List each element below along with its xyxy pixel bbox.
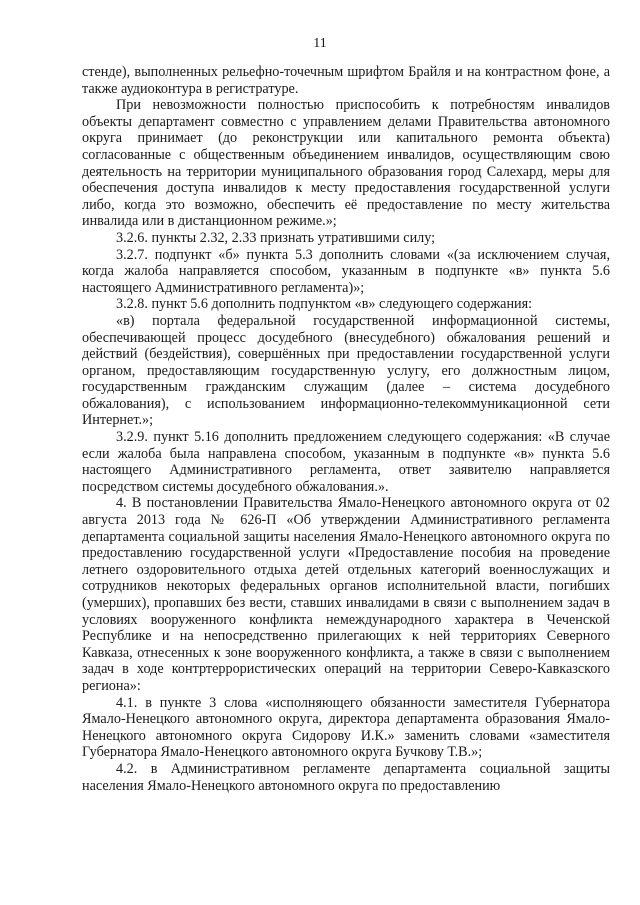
paragraph: 3.2.9. пункт 5.16 дополнить предложением следующего содержания: «В случае если жалоба была направлена способом, указанным в подпункте «в» пункта 5.6 настоящего Административного регламента, ответ заявителю направляется посредством системы досудебного обжалования.».	[82, 429, 610, 495]
paragraph: 3.2.6. пункты 2.32, 2.33 признать утратившими силу;	[116, 229, 436, 246]
page-number: 11	[313, 36, 327, 51]
paragraph: 4.1. в пункте 3 слова «исполняющего обязанности заместителя Губернатора Ямало-Ненецкого автономного округа, директора департамента образования Ямало-Ненецкого автономного округа Сидорову И.К.» заменить словами «заместителя Губернатора Ямало-Ненецкого автономного округа Бучкову Т.В.»;	[82, 694, 610, 761]
paragraph: «в) портала федеральной государственной информационной системы, обеспечивающей процесс досудебного (внесудебного) обжалования решений и действий (бездействия), совершённых при предоставлении государственной услуги органом, предоставляющим государственную услугу, его должностным лицом, государственным гражданским служащим (далее – система досудебного обжалования), с использованием информационно-телекоммуникационной сети Интернет.»;	[82, 312, 610, 429]
paragraph: 3.2.7. подпункт «б» пункта 5.3 дополнить словами «(за исключением случая, когда жалоба направляется способом, указанным в подпункте «в» пункта 5.6 настоящего Административного регламента)»;	[82, 246, 610, 296]
document-body	[82, 64, 610, 794]
paragraph: 4.2. в Административном регламенте департамента социальной защиты населения Ямало-Ненецкого автономного округа по предоставлению	[82, 760, 610, 794]
paragraph: 3.2.8. пункт 5.6 дополнить подпунктом «в» следующего содержания:	[116, 296, 533, 313]
paragraph: стенде), выполненных рельефно-точечным шрифтом Брайля и на контрастном фоне, а также аудиоконтура в регистратуре.	[82, 64, 610, 97]
paragraph: 4. В постановлении Правительства Ямало-Ненецкого автономного округа от 02 августа 2013 года № 626-П «Об утверждении Административного регламента департамента социальной защиты населения Ямало-Ненецкого автономного округа по предоставлению государственной услуги «Предоставление пособия на проведение летнего оздоровительного отдыха детей отдельных категорий военнослужащих и сотрудников некоторых федеральных органов исполнительной власти, погибших (умерших), пропавших без вести, ставших инвалидами в связи с выполнением задач в условиях вооруженного конфликта немеждународного характера в Чеченской Республике и на непосредственно прилегающих к ней территориях Северного Кавказа, отнесенных к зоне вооруженного конфликта, а также в связи с выполнением задач в ходе контртеррористических операций на территории Северо-Кавказского региона»:	[82, 495, 610, 694]
paragraph: При невозможности полностью приспособить к потребностям инвалидов объекты департамент совместно с управлением делами Правительства автономного округа принимает (до реконструкции или капитального ремонта объекта) согласованные с общественным объединением инвалидов, осуществляющим свою деятельность на территории муниципального образования город Салехард, меры для обеспечения доступа инвалидов к месту предоставления государственной услуги либо, когда это возможно, обеспечить её предоставление по месту жительства инвалида или в дистанционном режиме.»;	[82, 97, 610, 230]
